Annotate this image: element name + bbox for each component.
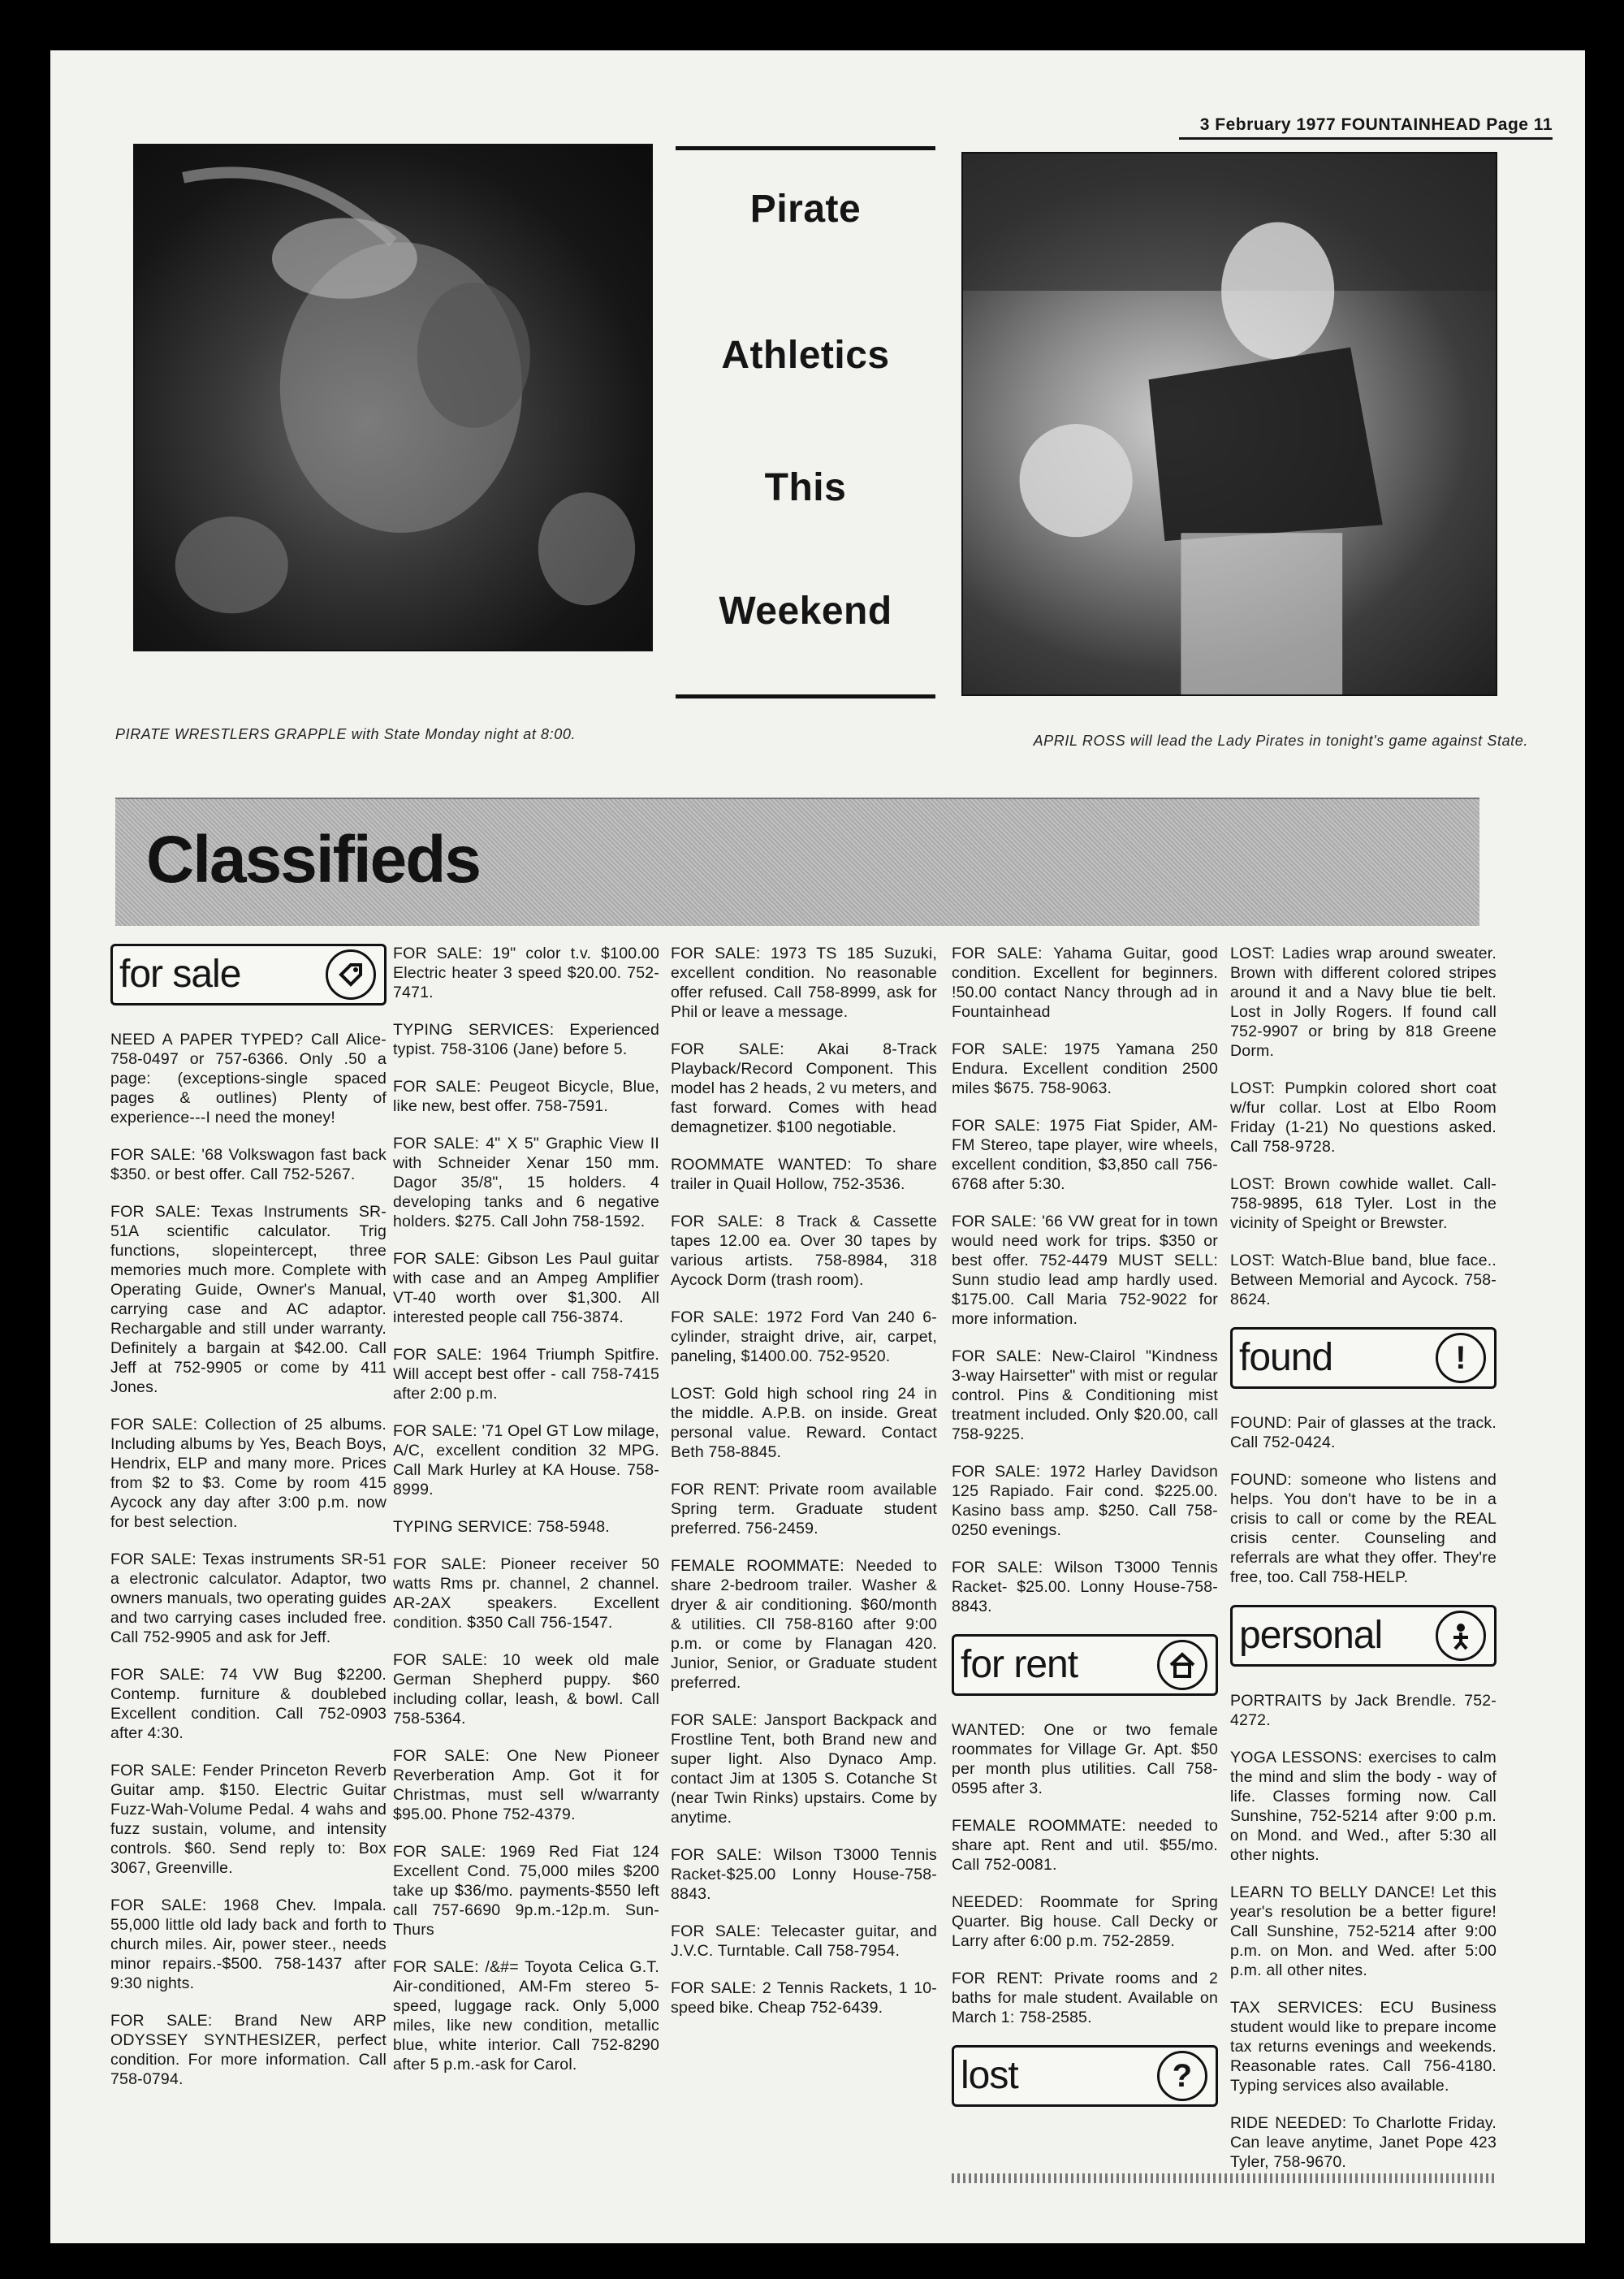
ad: FOR SALE: 19" color t.v. $100.00 Electric heater 3 speed $20.00. 752-7471.	[393, 945, 659, 1001]
ad: FOR SALE: Fender Princeton Reverb Guitar amp. $150. Electric Guitar Fuzz-Wah-Volume Pedal. 4 wahs and fuzz sustain, volume, and intensity controls. $60. Send reply to: Box 3067, Greenville.	[110, 1762, 387, 1877]
bottom-rule	[952, 2173, 1496, 2183]
ad: FOR SALE: 1964 Triumph Spitfire. Will accept best offer - call 758-7415 after 2:00 p.m.	[393, 1346, 659, 1403]
ad: LOST: Pumpkin colored short coat w/fur collar. Lost at Elbo Room Friday (1-21) No questions asked. Call 758-9728.	[1230, 1079, 1497, 1156]
ad: FOR SALE: 1969 Red Fiat 124 Excellent Cond. 75,000 miles $200 take up $36/mo. payments-$550 left call 757-6690 9p.m.-12p.m. Sun-Thurs	[393, 1843, 659, 1939]
tag-icon	[326, 949, 376, 1000]
ad: FOR SALE: Peugeot Bicycle, Blue, like new, best offer. 758-7591.	[393, 1078, 659, 1115]
ad: LOST: Watch-Blue band, blue face.. Between Memorial and Aycock. 758-8624.	[1230, 1252, 1497, 1308]
ad: FOR SALE: Pioneer receiver 50 watts Rms pr. channel, 2 channel. AR-2AX speakers. Excellent condition. $350 Call 756-1547.	[393, 1555, 659, 1632]
ad: TAX SERVICES: ECU Business student would like to prepare income tax returns evenings and weekends. Reasonable rates. Call 756-4180. Typing services also available.	[1230, 1999, 1497, 2095]
ad: FOR SALE: Gibson Les Paul guitar with case and an Ampeg Amplifier VT-40 worth over $1,300. All interested people call 756-3874.	[393, 1250, 659, 1326]
wrestlers-photo-art	[135, 145, 651, 650]
house-icon	[1157, 1640, 1207, 1690]
ad: PORTRAITS by Jack Brendle. 752-4272.	[1230, 1692, 1497, 1729]
ad: FOR SALE: 1973 TS 185 Suzuki, excellent condition. No reasonable offer refused. Call 758-8999, ask for Phil or leave a message.	[671, 945, 937, 1021]
ad: FOR SALE: 2 Tennis Rackets, 1 10-speed bike. Cheap 752-6439.	[671, 1979, 937, 2017]
ad: FOR SALE: Collection of 25 albums. Including albums by Yes, Beach Boys, Hendrix, ELP and many more. Prices from $2 to $3. Come by room 415 Aycock any day after 3:00 p.m. now for best selection.	[110, 1416, 387, 1531]
ad: TYPING SERVICES: Experienced typist. 758-3106 (Jane) before 5.	[393, 1021, 659, 1058]
personal-header	[1230, 1605, 1497, 1667]
ad: WANTED: One or two female roommates for Village Gr. Apt. $50 per month plus utilities. Call 758-0595 after 3.	[952, 1721, 1218, 1797]
ad: FOR SALE: 8 Track & Cassette tapes 12.00 ea. Over 30 tapes by various artists. 758-8984, 318 Aycock Dorm (trash room).	[671, 1213, 937, 1289]
classifieds-title: Classifieds	[146, 823, 480, 897]
ad: FOR SALE: /&#= Toyota Celica G.T. Air-conditioned, AM-Fm stereo 5-speed, luggage rack. Only 5,000 miles, like new condition, metallic blue, white interior. Call 752-8290 after 5 p.m.-ask for Carol.	[393, 1958, 659, 2074]
ad: FOR SALE: '71 Opel GT Low milage, A/C, excellent condition 32 MPG. Call Mark Hurley at KA House. 758-8999.	[393, 1422, 659, 1498]
ad: FOR SALE: '66 VW great for in town would need work for trips. $350 or best offer. 752-4479 MUST SELL: Sunn studio lead amp hardly used. $175.00. Call Maria 752-9022 for more information.	[952, 1213, 1218, 1328]
ad: FOR SALE: '68 Volkswagon fast back $350. or best offer. Call 752-5267.	[110, 1146, 387, 1183]
ad: FOUND: Pair of glasses at the track. Call 752-0424.	[1230, 1414, 1497, 1451]
ad: FOR SALE: Brand New ARP ODYSSEY SYNTHESIZER, perfect condition. For more information. Call 758-0794.	[110, 2012, 387, 2088]
ad: YOGA LESSONS: exercises to calm the mind and slim the body - way of life. Classes forming now. Call Sunshine, 752-5214 after 9:00 p.m. on Mond. and Wed., after 5:30 all other nights.	[1230, 1749, 1497, 1864]
ad: FOR RENT: Private rooms and 2 baths for male student. Available on March 1: 758-2585.	[952, 1970, 1218, 2026]
ad: LOST: Ladies wrap around sweater. Brown with different colored stripes around it and a Navy blue tie belt. Lost in Jolly Rogers. If found call 752-9907 or bring by 818 Greene Dorm.	[1230, 945, 1497, 1060]
ad: FOR SALE: Wilson T3000 Tennis Racket-$25.00 Lonny House-758-8843.	[671, 1846, 937, 1903]
column-4	[952, 944, 1218, 2131]
ad: FOR SALE: 10 week old male German Shepherd puppy. $60 including collar, leash, & bowl. Call 758-5364.	[393, 1651, 659, 1728]
ad: LEARN TO BELLY DANCE! Let this year's resolution be a better figure! Call Sunshine, 752-5214 after 9:00 p.m. on Mon. and Wed. after 5:00 p.m. all other nites.	[1230, 1883, 1497, 1979]
ad: FOR SALE: Telecaster guitar, and J.V.C. Turntable. Call 758-7954.	[671, 1922, 937, 1960]
exclamation-icon: !	[1436, 1333, 1486, 1383]
basketball-photo	[961, 152, 1497, 696]
person-icon	[1436, 1611, 1486, 1661]
ad: FEMALE ROOMMATE: Needed to share 2-bedroom trailer. Washer & dryer & air conditioning. $60/month & utilities. Cll 758-8160 after 9:00 p.m. or come by Flanagan 420. Junior, Senior, or Graduate student preferred.	[671, 1557, 937, 1692]
ad: FOR SALE: Akai 8-Track Playback/Record Component. This model has 2 heads, 2 vu meters, and fast forward. Comes with head demagnetizer. $100 negotiable.	[671, 1040, 937, 1136]
ad: FOR SALE: 1972 Harley Davidson 125 Rapiado. Fair cond. $225.00. Kasino bass amp. $250. Call 758-0250 evenings.	[952, 1463, 1218, 1539]
feature-word-3: This	[764, 466, 847, 509]
ad: FOR SALE: New-Clairol "Kindness 3-way Hairsetter" with mist or regular control. Pins & Conditioning mist treatment included. Only $20.00, call 758-9225.	[952, 1347, 1218, 1443]
column-3	[671, 944, 937, 2035]
masthead: 3 February 1977 FOUNTAINHEAD Page 11	[1179, 115, 1553, 140]
ad: FOR SALE: 74 VW Bug $2200. Contemp. furniture & doublebed Excellent condition. Call 752-0903 after 4:30.	[110, 1666, 387, 1742]
ad: FOR SALE: 1975 Fiat Spider, AM-FM Stereo, tape player, wire wheels, excellent condition, $3,850 call 756-6768 after 5:30.	[952, 1117, 1218, 1193]
basketball-caption: APRIL ROSS will lead the Lady Pirates in tonight's game against State.	[1033, 733, 1528, 749]
ad: FOR SALE: Jansport Backpack and Frostline Tent, both Brand new and super light. Also Dynaco Amp. contact Jim at 1305 S. Cotanche St (near Twin Rinks) upstairs. Come by anytime.	[671, 1711, 937, 1827]
newspaper-page	[50, 50, 1585, 2243]
ad: FOR RENT: Private room available Spring term. Graduate student preferred. 756-2459.	[671, 1481, 937, 1537]
ad: FEMALE ROOMMATE: needed to share apt. Rent and util. $55/mo. Call 752-0081.	[952, 1817, 1218, 1874]
ad: LOST: Gold high school ring 24 in the middle. A.P.B. on inside. Great personal value. Reward. Contact Beth 758-8845.	[671, 1385, 937, 1461]
basketball-photo-art	[963, 154, 1496, 694]
ad: FOUND: someone who listens and helps. You don't have to be in a crisis to call or come by the REAL crisis center. Counseling and referrals are what they offer. They're free, too. Call 758-HELP.	[1230, 1471, 1497, 1586]
ad: FOR SALE: Yahama Guitar, good condition. Excellent for beginners. !50.00 contact Nancy through ad in Fountainhead	[952, 945, 1218, 1021]
for-rent-header	[952, 1634, 1218, 1696]
lost-label: lost	[961, 2054, 1018, 2097]
lost-header	[952, 2045, 1218, 2107]
ad: TYPING SERVICE: 758-5948.	[393, 1518, 610, 1536]
question-icon: ?	[1157, 2051, 1207, 2101]
ad: FOR SALE: Wilson T3000 Tennis Racket- $25.00. Lonny House-758-8843.	[952, 1559, 1218, 1615]
for-rent-label: for rent	[961, 1643, 1078, 1686]
ad: FOR SALE: Texas instruments SR-51 a electronic calculator. Adaptor, two owners manuals, two operating guides and two carrying cases included free. Call 752-9905 and ask for Jeff.	[110, 1550, 387, 1646]
ad: RIDE NEEDED: To Charlotte Friday. Can leave anytime, Janet Pope 423 Tyler, 758-9670.	[1230, 2114, 1497, 2171]
classifieds-banner	[115, 798, 1479, 926]
feature-word-2: Athletics	[721, 334, 890, 377]
column-5	[1230, 944, 1497, 2190]
feature-word-4: Weekend	[719, 590, 892, 633]
ad: FOR SALE: One New Pioneer Reverberation Amp. Got it for Christmas, must sell w/warranty $95.00. Phone 752-4379.	[393, 1747, 659, 1823]
ad: FOR SALE: Texas Instruments SR-51A scientific calculator. Trig functions, slopeintercept, three memories much more. Complete with Operating Guide, Owner's Manual, carrying case and AC adaptor. Rechargable and still under warranty. Definitely a bargain at $42.00. Call Jeff at 752-9905 or come by 411 Jones.	[110, 1203, 387, 1396]
wrestlers-photo	[133, 144, 653, 651]
ad: NEED A PAPER TYPED? Call Alice-758-0497 or 757-6366. Only .50 a page: (exceptions-single spaced pages & outlines) Plenty of experience---I need the money!	[110, 1031, 387, 1127]
ad: ROOMMATE WANTED: To share trailer in Quail Hollow, 752-3536.	[671, 1156, 937, 1193]
for-sale-header	[110, 944, 387, 1005]
ad: FOR SALE: 1968 Chev. Impala. 55,000 little old lady back and forth to church miles. Air, power steer., needs minor repairs.-$500. 758-1437 after 9:30 nights.	[110, 1896, 387, 1992]
feature-box	[676, 146, 935, 698]
ad: FOR SALE: 1972 Ford Van 240 6-cylinder, straight drive, air, carpet, paneling, $1400.00. 752-9520.	[671, 1308, 937, 1365]
ad: LOST: Brown cowhide wallet. Call-758-9895, 618 Tyler. Lost in the vicinity of Speight or Brewster.	[1230, 1175, 1497, 1232]
ad: NEEDED: Roommate for Spring Quarter. Big house. Call Decky or Larry after 6:00 p.m. 752-2859.	[952, 1893, 1218, 1950]
for-sale-label: for sale	[119, 953, 241, 996]
wrestlers-caption: PIRATE WRESTLERS GRAPPLE with State Monday night at 8:00.	[115, 726, 577, 742]
ad: FOR SALE: 1975 Yamana 250 Endura. Excellent condition 2500 miles $675. 758-9063.	[952, 1040, 1218, 1097]
found-label: found	[1239, 1336, 1333, 1379]
personal-label: personal	[1239, 1614, 1383, 1657]
found-header	[1230, 1327, 1497, 1389]
column-2	[393, 944, 659, 2092]
feature-word-1: Pirate	[749, 188, 862, 231]
column-1	[110, 944, 387, 2107]
ad: FOR SALE: 4" X 5" Graphic View II with Schneider Xenar 150 mm. Dagor 35/8", 15 holders. 4 developing tanks and 6 negative holders. $275. Call John 758-1592.	[393, 1135, 659, 1230]
